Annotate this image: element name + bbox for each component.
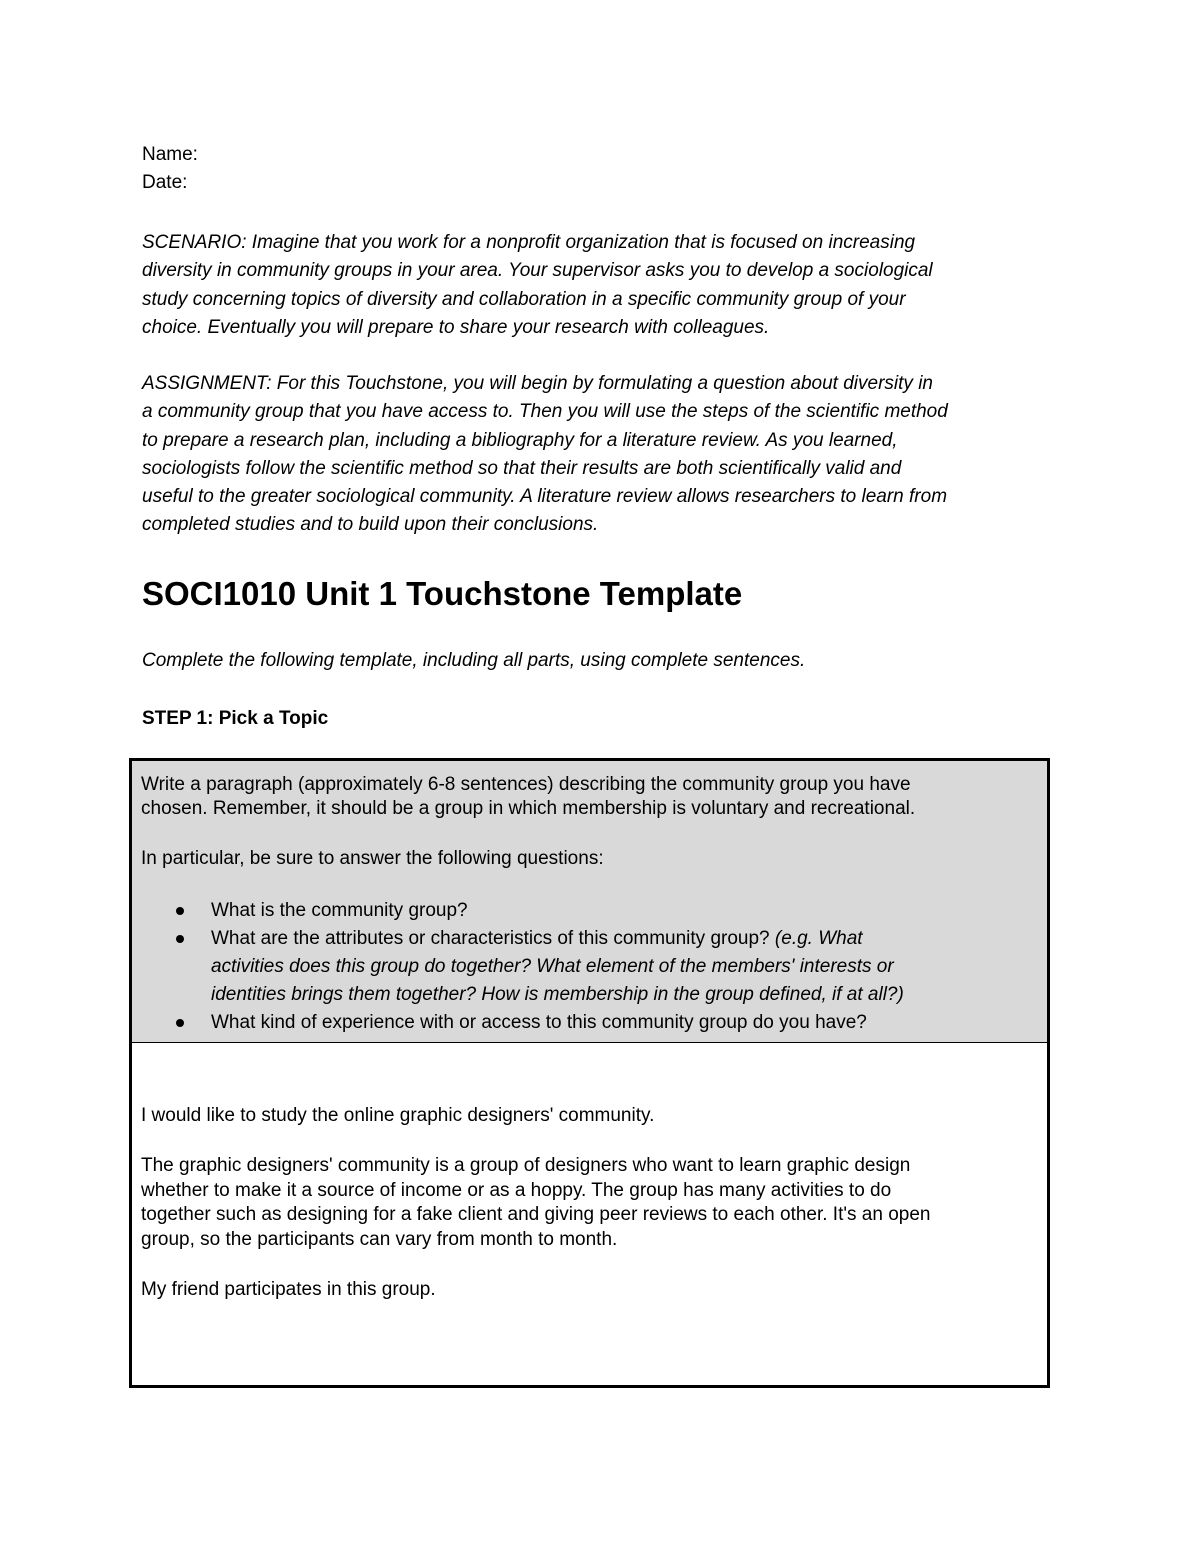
assignment-line: sociologists follow the scientific method so that their results are both scientifically valid and (142, 457, 902, 479)
answer-paragraph-2-line: whether to make it a source of income or as a hoppy. The group has many activities to do (141, 1180, 892, 1201)
prompt-questions-intro: In particular, be sure to answer the following questions: (141, 848, 604, 869)
prompt-question-1: What is the community group? (211, 900, 468, 921)
assignment-line: completed studies and to build upon their conclusions. (142, 514, 599, 536)
template-instruction: Complete the following template, including all parts, using complete sentences. (142, 650, 806, 671)
document-title: SOCI1010 Unit 1 Touchstone Template (142, 575, 743, 612)
answer-paragraph-2-line: The graphic designers' community is a group of designers who want to learn graphic design (141, 1155, 911, 1176)
name-label: Name: (142, 144, 198, 165)
scenario-line: study concerning topics of diversity and collaboration in a specific community group of your (142, 288, 906, 310)
prompt-question-2 (211, 925, 863, 953)
answer-paragraph-1: I would like to study the online graphic designers' community. (141, 1105, 655, 1126)
scenario-line: SCENARIO: Imagine that you work for a nonprofit organization that is focused on increasing (142, 232, 916, 253)
assignment-line: ASSIGNMENT: For this Touchstone, you will begin by formulating a question about diversity in (142, 373, 933, 394)
answer-paragraph-3: My friend participates in this group. (141, 1279, 436, 1300)
step1-prompt-box (129, 758, 1050, 1045)
step1-answer-box[interactable] (129, 1042, 1050, 1388)
assignment-line: to prepare a research plan, including a bibliography for a literature review. As you learned, (142, 429, 898, 451)
prompt-intro-line: chosen. Remember, it should be a group in which membership is voluntary and recreational. (141, 798, 916, 819)
scenario-line: diversity in community groups in your area. Your supervisor asks you to develop a sociological (142, 260, 933, 282)
prompt-question-2-example: (e.g. What (774, 928, 863, 949)
bullet-icon (176, 907, 184, 915)
scenario-paragraph (142, 229, 1082, 342)
prompt-question-3: What kind of experience with or access to this community group do you have? (211, 1012, 867, 1033)
prompt-question-2-main: What are the attributes or characteristics of this community group? (211, 928, 770, 949)
scenario-line: choice. Eventually you will prepare to share your research with colleagues. (142, 316, 770, 338)
prompt-question-2-example-line: activities does this group do together? What element of the members' interests or (211, 956, 894, 977)
bullet-icon (176, 935, 184, 943)
answer-paragraph-2-line: together such as designing for a fake client and giving peer reviews to each other. It's an open (141, 1204, 931, 1225)
prompt-question-2-example-line: identities brings them together? How is membership in the group defined, if at all?) (211, 984, 904, 1005)
bullet-icon (176, 1019, 184, 1027)
answer-paragraph-2-line: group, so the participants can vary from month to month. (141, 1229, 618, 1250)
date-label: Date: (142, 172, 188, 193)
assignment-paragraph (142, 370, 1082, 540)
step1-heading: STEP 1: Pick a Topic (142, 708, 329, 729)
assignment-line: useful to the greater sociological community. A literature review allows researchers to learn from (142, 486, 948, 508)
assignment-line: a community group that you have access to. Then you will use the steps of the scientific method (142, 401, 948, 423)
prompt-intro-line: Write a paragraph (approximately 6-8 sentences) describing the community group you have (141, 774, 911, 795)
